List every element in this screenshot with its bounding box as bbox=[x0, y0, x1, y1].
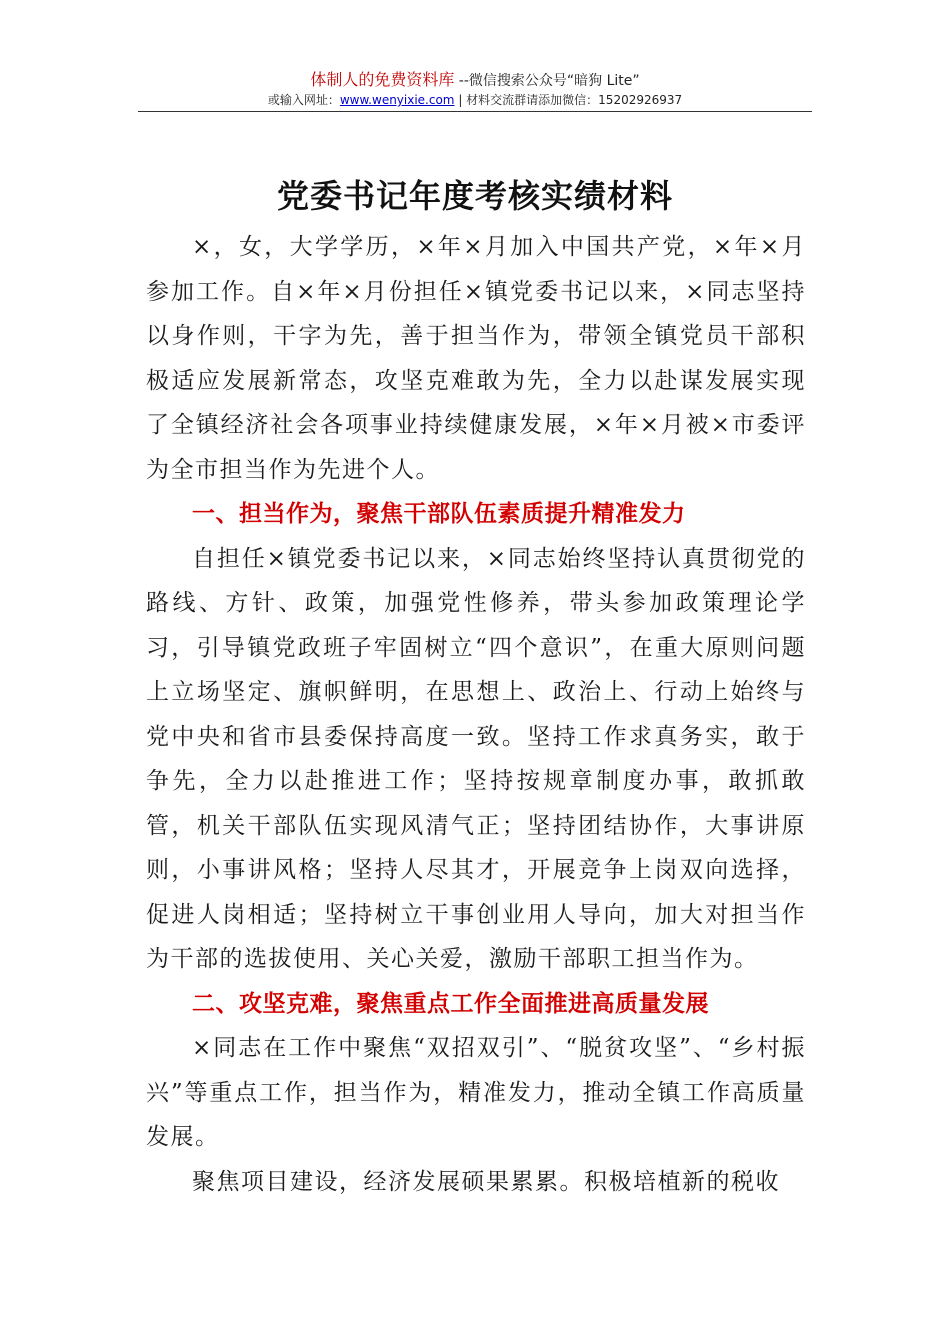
page-header bbox=[138, 70, 812, 109]
document-body bbox=[146, 225, 806, 1204]
section-2-paragraph-1: ×同志在工作中聚焦“双招双引”、“脱贫攻坚”、“乡村振兴”等重点工作，担当作为，精准发力，推动全镇工作高质量发展。 bbox=[146, 1035, 806, 1150]
section-heading-2: 二、攻坚克难，聚焦重点工作全面推进高质量发展 bbox=[192, 990, 709, 1017]
document-title: 党委书记年度考核实绩材料 bbox=[276, 177, 673, 216]
section-1-paragraph: 自担任×镇党委书记以来，×同志始终坚持认真贯彻党的路线、方针、政策，加强党性修养，带头参加政策理论学习，引导镇党政班子牢固树立“四个意识”，在重大原则问题上立场坚定、旗帜鲜明，在思想上、政治上、行动上始终与党中央和省市县委保持高度一致。坚持工作求真务实，敢于争先，全力以赴推进工作；坚持按规章制度办事，敢抓敢管，机关干部队伍实现风清气正；坚持团结协作，大事讲原则，小事讲风格；坚持人尽其才，开展竞争上岗双向选择，促进人岗相适；坚持树立干事创业用人导向，加大对担当作为干部的选拔使用、关心关爱，激励干部职工担当作为。 bbox=[146, 545, 806, 972]
section-heading-1: 一、担当作为，聚焦干部队伍素质提升精准发力 bbox=[192, 501, 686, 527]
header-url-prefix: 或输入网址： bbox=[267, 93, 340, 107]
header-divider bbox=[138, 111, 812, 112]
header-brand: 体制人的免费资料库 bbox=[310, 70, 455, 89]
header-line-2 bbox=[138, 91, 812, 109]
section-2-paragraph-2: 聚焦项目建设，经济发展硕果累累。积极培植新的税收 bbox=[192, 1168, 780, 1195]
header-line-1 bbox=[138, 70, 812, 91]
header-wechat-note: --微信搜索公众号“暗狗 Lite” bbox=[454, 73, 640, 89]
intro-paragraph: ×，女，大学学历，×年×月加入中国共产党，×年×月参加工作。自×年×月份担任×镇党委书记以来，×同志坚持以身作则，干字为先，善于担当作为，带领全镇党员干部积极适应发展新常态，攻坚克难敢为先，全力以赴谋发展实现了全镇经济社会各项事业持续健康发展，×年×月被×市委评为全市担当作为先进个人。 bbox=[146, 234, 806, 483]
header-url-link[interactable]: www.wenyixie.com bbox=[339, 93, 455, 107]
header-contact: | 材料交流群请添加微信：15202926937 bbox=[454, 93, 683, 107]
